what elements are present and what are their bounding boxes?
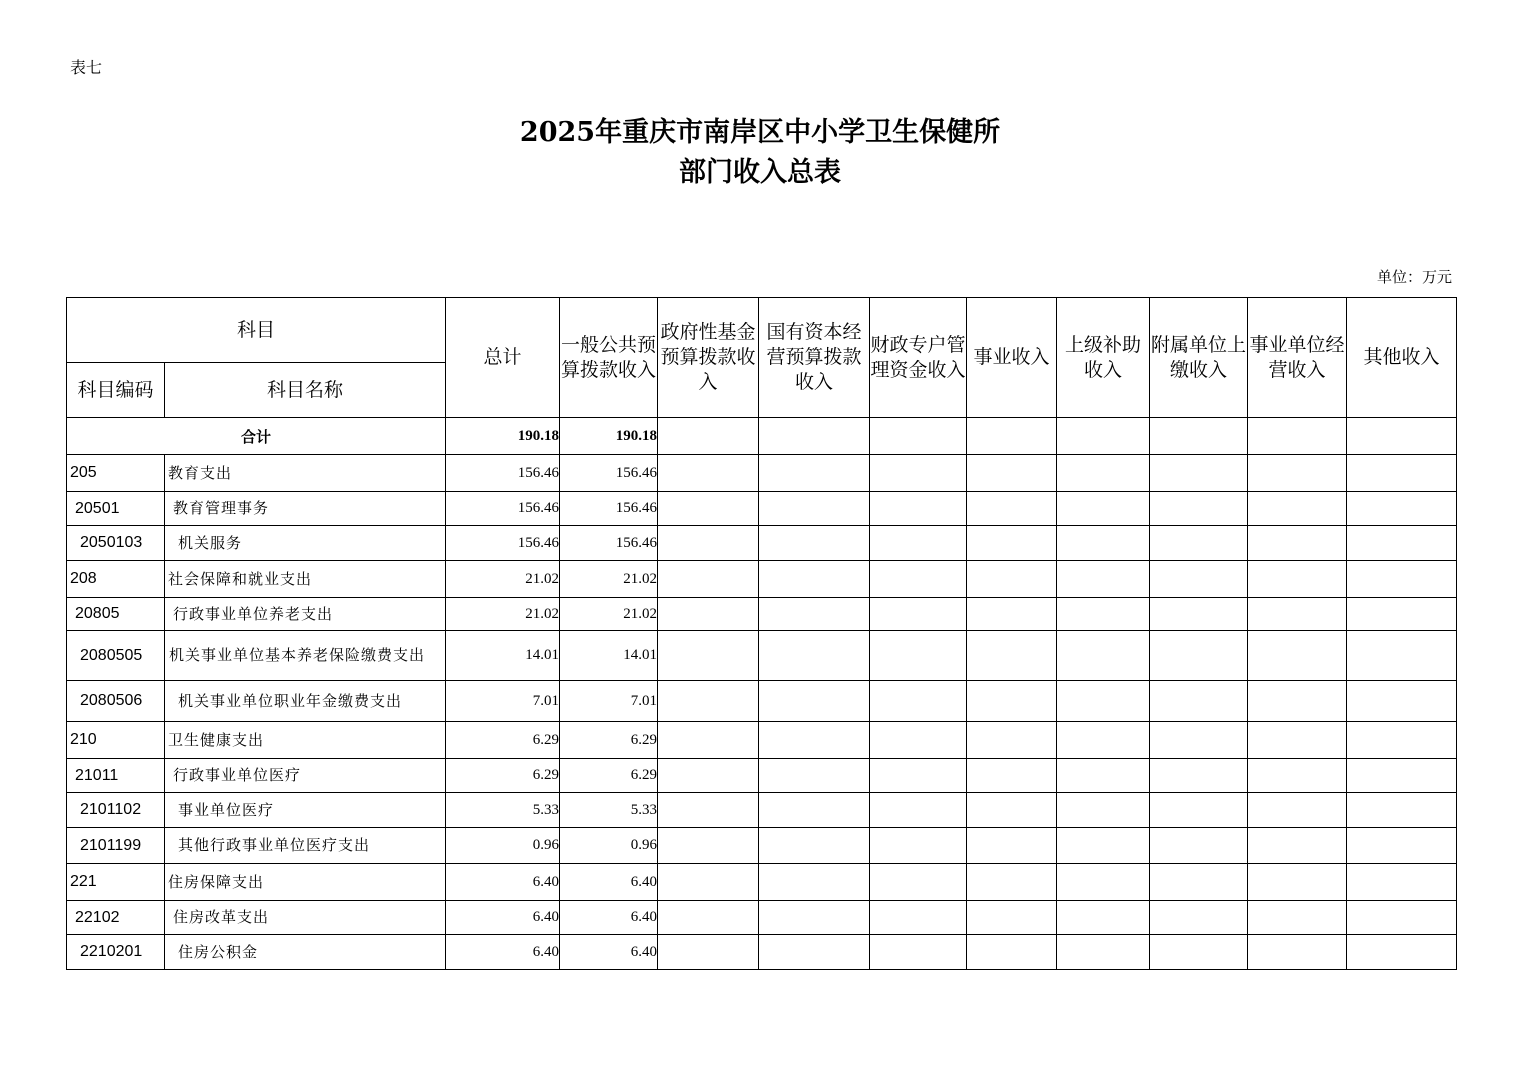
row-total: 6.29 <box>446 759 560 793</box>
row-general: 0.96 <box>560 828 658 864</box>
row-total: 6.40 <box>446 935 560 970</box>
row-general: 14.01 <box>560 631 658 681</box>
row-general: 6.40 <box>560 935 658 970</box>
title-line-2: 部门收入总表 <box>679 157 841 188</box>
general-budget-amount: 190.18 <box>560 418 658 455</box>
table-row <box>67 598 1457 631</box>
row-name: 住房公积金 <box>165 935 446 970</box>
header-business-income: 事业收入 <box>967 298 1057 418</box>
row-code: 2101102 <box>67 793 165 828</box>
row-total: 5.33 <box>446 793 560 828</box>
table-row <box>67 759 1457 793</box>
row-name: 行政事业单位养老支出 <box>165 598 446 631</box>
header-subject-name: 科目名称 <box>165 363 446 418</box>
row-name: 机关事业单位基本养老保险缴费支出 <box>165 631 446 681</box>
table-row <box>67 631 1457 681</box>
table-row <box>67 935 1457 970</box>
header-total: 总计 <box>446 298 560 418</box>
table-row <box>67 526 1457 561</box>
table-row <box>67 828 1457 864</box>
row-code: 2080506 <box>67 681 165 722</box>
row-total: 14.01 <box>446 631 560 681</box>
total-amount: 190.18 <box>446 418 560 455</box>
row-general: 156.46 <box>560 455 658 492</box>
row-code: 20501 <box>67 492 165 526</box>
table-row <box>67 455 1457 492</box>
header-business-operation: 事业单位经营收入 <box>1248 298 1347 418</box>
row-name: 社会保障和就业支出 <box>165 561 446 598</box>
header-fiscal-special: 财政专户管理资金收入 <box>870 298 967 418</box>
row-name: 教育管理事务 <box>165 492 446 526</box>
row-general: 21.02 <box>560 598 658 631</box>
table-row <box>67 864 1457 901</box>
row-total: 156.46 <box>446 455 560 492</box>
header-other-income: 其他收入 <box>1347 298 1457 418</box>
title-line-1: 2025年重庆市南岸区中小学卫生保健所 <box>519 117 1001 148</box>
page-title <box>0 113 1520 193</box>
row-name: 机关服务 <box>165 526 446 561</box>
row-general: 6.29 <box>560 759 658 793</box>
row-general: 21.02 <box>560 561 658 598</box>
row-code: 2101199 <box>67 828 165 864</box>
table-row <box>67 901 1457 935</box>
row-code: 2210201 <box>67 935 165 970</box>
table-row <box>67 681 1457 722</box>
row-code: 20805 <box>67 598 165 631</box>
row-total: 0.96 <box>446 828 560 864</box>
row-total: 6.40 <box>446 901 560 935</box>
row-code: 221 <box>67 864 165 901</box>
income-summary-table <box>66 297 1457 970</box>
header-affiliated-remit: 附属单位上缴收入 <box>1150 298 1248 418</box>
row-total: 156.46 <box>446 526 560 561</box>
row-name: 其他行政事业单位医疗支出 <box>165 828 446 864</box>
table-row <box>67 722 1457 759</box>
row-name: 行政事业单位医疗 <box>165 759 446 793</box>
header-superior-subsidy: 上级补助收入 <box>1057 298 1150 418</box>
table-row <box>67 793 1457 828</box>
row-code: 2080505 <box>67 631 165 681</box>
row-code: 22102 <box>67 901 165 935</box>
row-code: 208 <box>67 561 165 598</box>
row-name: 事业单位医疗 <box>165 793 446 828</box>
row-code: 21011 <box>67 759 165 793</box>
row-name: 住房改革支出 <box>165 901 446 935</box>
header-gov-fund: 政府性基金预算拨款收入 <box>658 298 759 418</box>
row-general: 5.33 <box>560 793 658 828</box>
total-label: 合计 <box>67 418 446 455</box>
row-general: 6.29 <box>560 722 658 759</box>
row-general: 156.46 <box>560 492 658 526</box>
row-name: 教育支出 <box>165 455 446 492</box>
row-general: 7.01 <box>560 681 658 722</box>
table-row-total <box>67 418 1457 455</box>
row-total: 21.02 <box>446 561 560 598</box>
table-number-label: 表七 <box>70 58 103 77</box>
row-general: 156.46 <box>560 526 658 561</box>
row-code: 205 <box>67 455 165 492</box>
header-general-budget: 一般公共预算拨款收入 <box>560 298 658 418</box>
row-total: 21.02 <box>446 598 560 631</box>
table-row <box>67 492 1457 526</box>
unit-label: 单位：万元 <box>1376 268 1452 286</box>
table-row <box>67 561 1457 598</box>
header-subject: 科目 <box>67 298 446 363</box>
row-name: 住房保障支出 <box>165 864 446 901</box>
row-name: 卫生健康支出 <box>165 722 446 759</box>
row-code: 2050103 <box>67 526 165 561</box>
row-total: 7.01 <box>446 681 560 722</box>
row-code: 210 <box>67 722 165 759</box>
row-total: 6.29 <box>446 722 560 759</box>
row-total: 156.46 <box>446 492 560 526</box>
row-name: 机关事业单位职业年金缴费支出 <box>165 681 446 722</box>
row-general: 6.40 <box>560 864 658 901</box>
header-subject-code: 科目编码 <box>67 363 165 418</box>
header-state-capital: 国有资本经营预算拨款收入 <box>759 298 870 418</box>
row-general: 6.40 <box>560 901 658 935</box>
row-total: 6.40 <box>446 864 560 901</box>
